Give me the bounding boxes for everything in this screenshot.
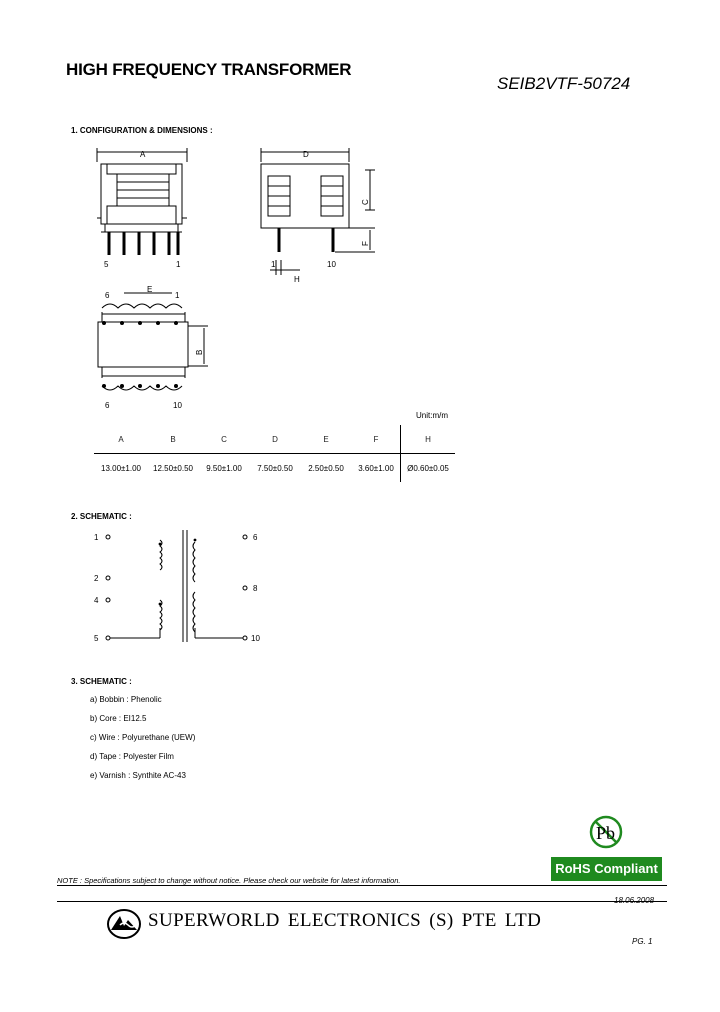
dim-value-b: 12.50±0.50: [153, 463, 193, 473]
bottom-pin-6-label: 6: [105, 291, 110, 300]
company-name: SUPERWORLD ELECTRONICS (S) PTE LTD: [148, 910, 542, 931]
dim-header-f: F: [352, 425, 401, 454]
dim-value-d: 7.50±0.50: [257, 463, 293, 473]
dimension-table: [94, 425, 455, 482]
section-1-heading: 1. CONFIGURATION & DIMENSIONS :: [71, 126, 213, 135]
pb-symbol: Pb: [596, 823, 616, 843]
footer-divider-top: [57, 885, 667, 886]
section-2-heading: 2. SCHEMATIC :: [71, 512, 132, 521]
dim-label-h: H: [294, 275, 300, 284]
dim-value-e: 2.50±0.50: [308, 463, 344, 473]
footer-note: NOTE : Specifications subject to change without notice. Please check our website for latest information.: [57, 876, 401, 885]
bottom-view: [98, 293, 208, 390]
schematic-pin-4: 4: [94, 596, 99, 605]
front-pin-5-label: 5: [104, 260, 109, 269]
front-view-pins: [109, 232, 178, 255]
schematic-pin-1: 1: [94, 533, 99, 542]
company-logo-icon: [106, 908, 142, 940]
front-pin-1-label: 1: [176, 260, 181, 269]
dim-label-c: C: [361, 199, 370, 205]
dim-header-h: H: [401, 425, 456, 454]
bottom-view-pin-dots: [102, 321, 178, 388]
dim-label-b: B: [195, 349, 204, 355]
dim-value-h: Ø0.60±0.05: [401, 454, 456, 483]
dim-header-b: B: [148, 425, 198, 454]
rohs-compliant-badge: RoHS Compliant: [551, 857, 662, 881]
material-core: b) Core : EI12.5: [90, 714, 147, 723]
dim-header-a: A: [94, 425, 148, 454]
schematic-pin-5: 5: [94, 634, 99, 643]
dimension-value-row: [94, 454, 455, 483]
side-pin-1-label: 1: [271, 260, 276, 269]
dim-value-c: 9.50±1.00: [206, 463, 242, 473]
material-varnish: e) Varnish : Synthite AC-43: [90, 771, 186, 780]
document-date: 18.06.2008: [614, 896, 655, 905]
document-title: HIGH FREQUENCY TRANSFORMER: [66, 60, 352, 79]
material-bobbin: a) Bobbin : Phenolic: [90, 695, 162, 704]
dim-value-f: 3.60±1.00: [358, 463, 394, 473]
dim-header-d: D: [250, 425, 300, 454]
section-3-heading: 3. SCHEMATIC :: [71, 677, 132, 686]
bottom-pin-1-label: 1: [175, 291, 180, 300]
dim-label-e: E: [147, 285, 153, 294]
part-number: SEIB2VTF-50724: [497, 74, 631, 93]
page-number: PG. 1: [632, 937, 653, 946]
schematic-pin-6: 6: [253, 533, 258, 542]
footer-divider-bottom: [57, 901, 667, 902]
dim-label-a: A: [140, 150, 146, 159]
schematic-pin-8: 8: [253, 584, 258, 593]
dim-label-d: D: [303, 150, 309, 159]
unit-label: Unit:m/m: [416, 411, 448, 420]
side-view: [261, 148, 375, 275]
schematic-pin-10: 10: [251, 634, 260, 643]
bottom-pin-6b-label: 6: [105, 401, 110, 410]
dimension-drawing: [80, 140, 420, 410]
schematic-drawing: [90, 528, 280, 648]
side-pin-10-label: 10: [327, 260, 336, 269]
material-tape: d) Tape : Polyester Film: [90, 752, 174, 761]
schematic-pin-2: 2: [94, 574, 99, 583]
dimension-header-row: [94, 425, 455, 454]
dim-header-e: E: [300, 425, 352, 454]
dim-header-c: C: [198, 425, 250, 454]
side-view-pins: [279, 228, 333, 252]
bottom-pin-10b-label: 10: [173, 401, 182, 410]
front-view: [97, 148, 187, 232]
dim-value-a: 13.00±1.00: [101, 463, 141, 473]
dim-label-f: F: [361, 241, 370, 246]
material-wire: c) Wire : Polyurethane (UEW): [90, 733, 196, 742]
lead-free-icon: [586, 814, 626, 850]
